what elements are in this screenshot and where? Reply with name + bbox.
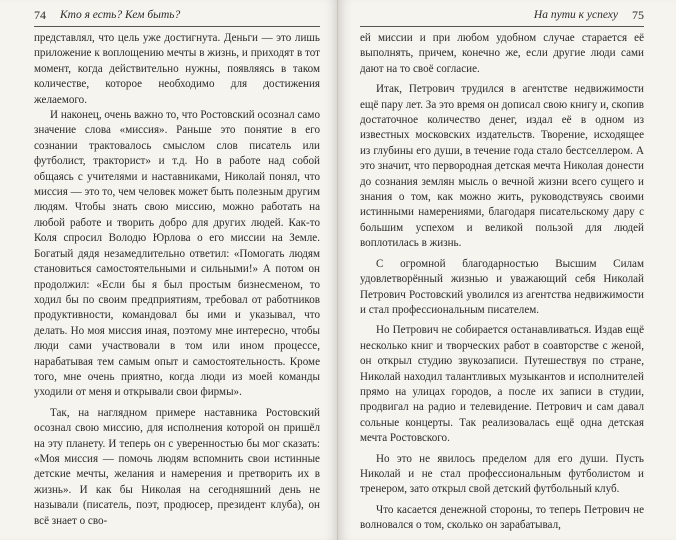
right-page-text (360, 31, 644, 534)
page-number-left: 74 (34, 7, 46, 22)
paragraph: Что касается денежной стороны, то теперь Петрович не волновался о том, сколько он зарабатывал, (360, 503, 644, 532)
paragraph: ей миссии и при любом удобном случае старается её выполнять, причем, конечно же, если другие люди сами дают на то своё согласие. (360, 32, 644, 75)
paragraph: Так, на наглядном примере наставника Ростовский осознал свою миссию, для исполнения которой он пришёл на эту планету. И теперь он с уверенностью бы мог сказать: «Моя миссия — помочь людям вспомнить свои истинные детские мечты, желания и намерения и претворить их в жизнь». И как бы Николая на сегодняшний день не называли (писатель, поэт, продюсер, президент клуба), он всё знает о сво- (34, 406, 320, 527)
paragraph: С огромной благодарностью Высшим Силам удовлетворённый жизнью и уважающий себя Николай Петрович Ростовский уволился из агентства недвижимости и стал профессиональным писателем. (360, 257, 644, 316)
right-page-header (360, 4, 644, 27)
running-head-right: На пути к успеху (533, 9, 618, 21)
running-head-left: Кто я есть? Кем быть? (60, 9, 181, 21)
paragraph: Но это не явилось пределом для его души. Пусть Николай и не стал профессиональным футболистом и тренером, зато открыл свой детский футбольный клуб. (360, 452, 644, 496)
right-page (338, 0, 676, 540)
left-page-header (34, 4, 320, 27)
paragraph: И наконец, очень важно то, что Ростовский осознал само значение слова «миссия». Раньше это понятие в его сознании трактовалось смыслом слов писатель или футболист, тракторист» и т.д. Но в работе над собой общаясь с учителями и наставниками, Николай понял, что миссия — это то, чем человек может быть полезным другим людям. Чтобы знать свою миссию, можно работать на любой работе и творить добро для других людей. Как-то Коля спросил Володю Юрлова о его миссии на Земле. Богатый дядя незамедлительно ответил: «Помогать людям становиться самостоятельными и сильными!» А потом он продолжил: «Если бы я был простым бизнесменом, то ходил бы по своим предприятиям, требовал от работников продуктивности, командовал бы ими и указывал, что делать. Но моя миссия иная, поэтому мне интересно, чтобы люди сами участвовали в том или ином процессе, нарабатывая тем самым опыт и самостоятельность. Кроме того, мне очень приятно, когда люди из моей команды уходили от меня и открывали свои фирмы». (34, 109, 320, 399)
page-number-right: 75 (632, 7, 644, 22)
paragraph: Итак, Петрович трудился в агентстве недвижимости ещё пару лет. За это время он дописал свою книгу и, скопив достаточное количество денег, издал её в одном из известных московских издательств. Творение, исходящее из глубины его души, в течение года стало бестселлером. А это значит, что первородная детская мечта Николая донести до сознания землян мысль о вечной жизни всего сущего и знания о том, как можно жить, руководствуясь своими истинными намерениями, благодаря писательскому дару с большим успехом и великой пользой для людей воплотилась в жизнь. (360, 83, 644, 250)
paragraph: Но Петрович не собирается останавливаться. Издав ещё несколько книг и творческих работ в соавторстве с женой, он открыл студию звукозаписи. Путешествуя по стране, Николай находил талантливых музыкантов и исполнителей прямо на улицах городов, а после их записи в студии, продвигал на радио и телевидение. Петрович и сам давал сольные концерты. Так реализовалась ещё одна детская мечта Ростовского. (360, 324, 644, 445)
left-page-text (34, 31, 320, 529)
paragraph: представлял, что цель уже достигнута. Деньги — это лишь приложение к воплощению мечты в жизнь, и приходят в тот момент, когда действительно нужны, появляясь в таком количестве, которое необходимо для достижения желаемого. (34, 32, 320, 106)
